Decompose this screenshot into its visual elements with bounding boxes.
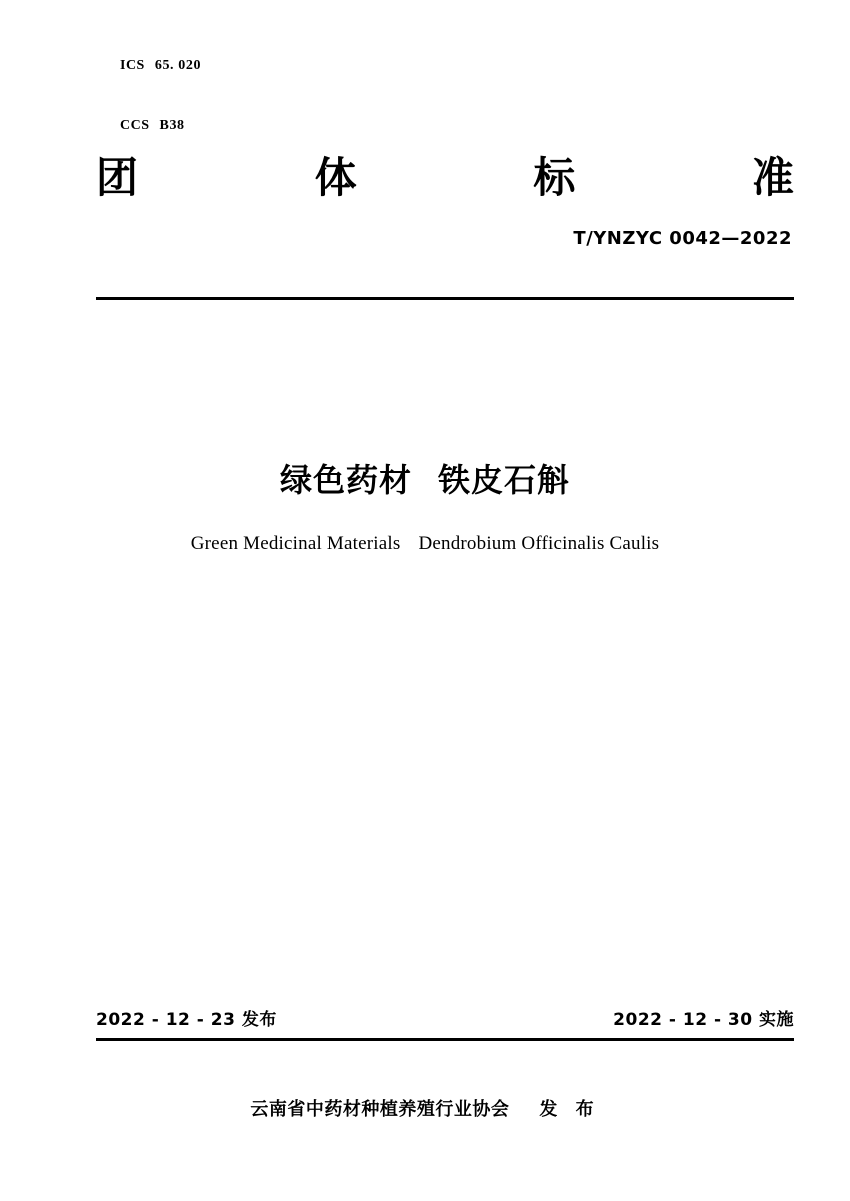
effective-date: 2022 - 12 - 30 实施 — [613, 1010, 794, 1030]
document-title-en — [0, 533, 850, 555]
standard-type-char-2: 体 — [314, 153, 357, 202]
ics-value: 65. 020 — [154, 58, 202, 73]
ics-label: ICS — [120, 58, 145, 73]
standard-type-heading — [96, 152, 794, 204]
header-divider — [96, 297, 794, 300]
standard-type-char-1: 团 — [96, 153, 139, 202]
date-row — [96, 1005, 794, 1030]
title-en-part-1: Green Medicinal Materials — [190, 533, 401, 554]
ccs-code-row — [96, 96, 201, 156]
title-cn-part-1: 绿色药材 — [279, 461, 412, 499]
document-title-cn — [0, 455, 850, 501]
issuer-action: 发 布 — [539, 1099, 600, 1120]
title-en-part-2: Dendrobium Officinalis Caulis — [418, 533, 660, 554]
standard-type-char-3: 标 — [533, 153, 576, 202]
title-cn-part-2: 铁皮石斛 — [438, 461, 571, 499]
ccs-value: B38 — [159, 118, 185, 133]
issuer-line — [0, 1095, 850, 1121]
issuer-name: 云南省中药材种植养殖行业协会 — [250, 1099, 510, 1120]
ics-code-row — [96, 36, 201, 96]
footer-divider — [96, 1038, 794, 1041]
issue-date: 2022 - 12 - 23 发布 — [96, 1010, 277, 1030]
classification-codes — [96, 36, 201, 156]
standard-number: T/YNZYC 0042—2022 — [573, 228, 792, 249]
ccs-label: CCS — [120, 118, 150, 133]
standard-type-char-4: 准 — [751, 153, 794, 202]
